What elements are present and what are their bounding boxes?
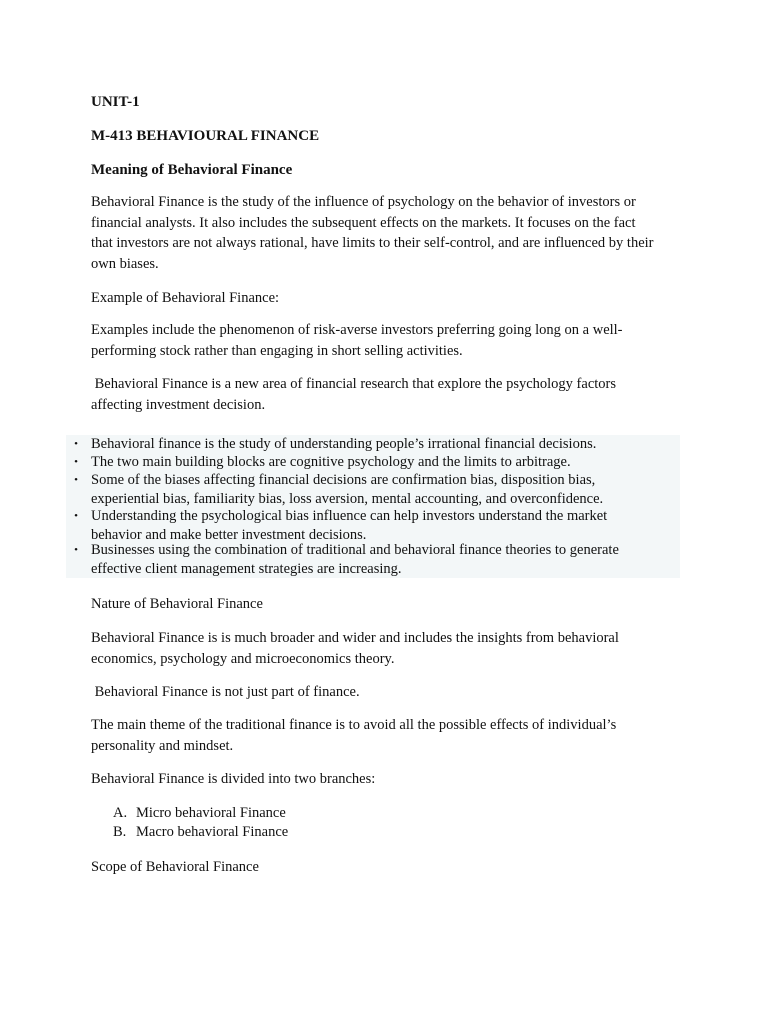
list-item-line: The two main building blocks are cognitive psychology and the limits to arbitrage. — [91, 454, 571, 470]
paragraph-line: Behavioral Finance is the study of the influence of psychology on the behavior of investors or — [91, 194, 636, 210]
paragraph-line: affecting investment decision. — [91, 396, 266, 413]
list-item-text: Macro behavioral Finance — [136, 824, 289, 840]
paragraph-line: that investors are not always rational, have limits to their self-control, and are influenced by their — [91, 235, 654, 251]
paragraph-line: Example of Behavioral Finance: — [91, 290, 280, 306]
example-heading — [91, 288, 691, 309]
paragraph-line: Behavioral Finance is not just part of finance. — [91, 684, 360, 700]
paragraph-line: performing stock rather than engaging in short selling activities. — [91, 342, 463, 359]
new-area-paragraph — [91, 374, 691, 415]
broader-paragraph — [91, 628, 691, 669]
list-item-text — [91, 507, 607, 544]
paragraph-line: Behavioral Finance is divided into two branches: — [91, 771, 376, 787]
list-item-line: Behavioral finance is the study of understanding people’s irrational financial decisions. — [91, 436, 597, 452]
paragraph-line: economics, psychology and microeconomics theory. — [91, 650, 395, 667]
course-title: M-413 BEHAVIOURAL FINANCE — [91, 128, 320, 144]
list-item-line: Some of the biases affecting financial decisions are confirmation bias, disposition bias, — [91, 472, 596, 488]
list-marker: A. — [113, 805, 128, 821]
list-item-text — [91, 453, 571, 472]
paragraph-line: The main theme of the traditional finance is to avoid all the possible effects of individual’s — [91, 717, 617, 733]
list-item-text: Micro behavioral Finance — [136, 805, 286, 821]
paragraph-line: Scope of Behavioral Finance — [91, 859, 259, 875]
list-item-text — [91, 435, 596, 454]
scope-heading — [91, 857, 691, 878]
list-item-line: Understanding the psychological bias influence can help investors understand the market — [91, 508, 608, 524]
bullet-icon: • — [74, 544, 78, 556]
bullet-icon: • — [74, 438, 78, 450]
definition-paragraph — [91, 192, 691, 274]
bullet-list — [66, 435, 680, 578]
list-item-line: effective client management strategies are increasing. — [91, 560, 402, 577]
example-paragraph — [91, 320, 691, 361]
paragraph-line: financial analysts. It also includes the subsequent effects on the markets. It focuses on the fact — [91, 214, 636, 231]
paragraph-line: Behavioral Finance is a new area of financial research that explore the psychology factors — [91, 376, 617, 392]
bullet-icon: • — [74, 474, 78, 486]
list-item-text — [91, 541, 619, 578]
paragraph-line: Nature of Behavioral Finance — [91, 596, 263, 612]
ordered-list-item — [113, 803, 286, 823]
list-item-line: behavior and make better investment decisions. — [91, 526, 367, 543]
nature-heading — [91, 594, 691, 615]
list-marker: B. — [113, 824, 127, 840]
bullet-icon: • — [74, 510, 78, 522]
list-item-line: Businesses using the combination of traditional and behavioral finance theories to generate — [91, 542, 619, 558]
section-heading-meaning: Meaning of Behavioral Finance — [91, 162, 293, 178]
bullet-icon: • — [74, 456, 78, 468]
ordered-list-item — [113, 822, 288, 842]
paragraph-line: Examples include the phenomenon of risk-averse investors preferring going long on a well- — [91, 322, 623, 338]
paragraph-line: Behavioral Finance is is much broader and wider and includes the insights from behavioral — [91, 630, 619, 646]
divided-paragraph — [91, 769, 691, 790]
not-part-paragraph — [91, 682, 691, 703]
paragraph-line: personality and mindset. — [91, 737, 234, 754]
list-item-line: experiential bias, familiarity bias, loss aversion, mental accounting, and overconfidence. — [91, 490, 604, 507]
list-item-text — [91, 471, 603, 508]
unit-title: UNIT-1 — [91, 94, 140, 110]
main-theme-paragraph — [91, 715, 691, 756]
paragraph-line: own biases. — [91, 255, 159, 272]
